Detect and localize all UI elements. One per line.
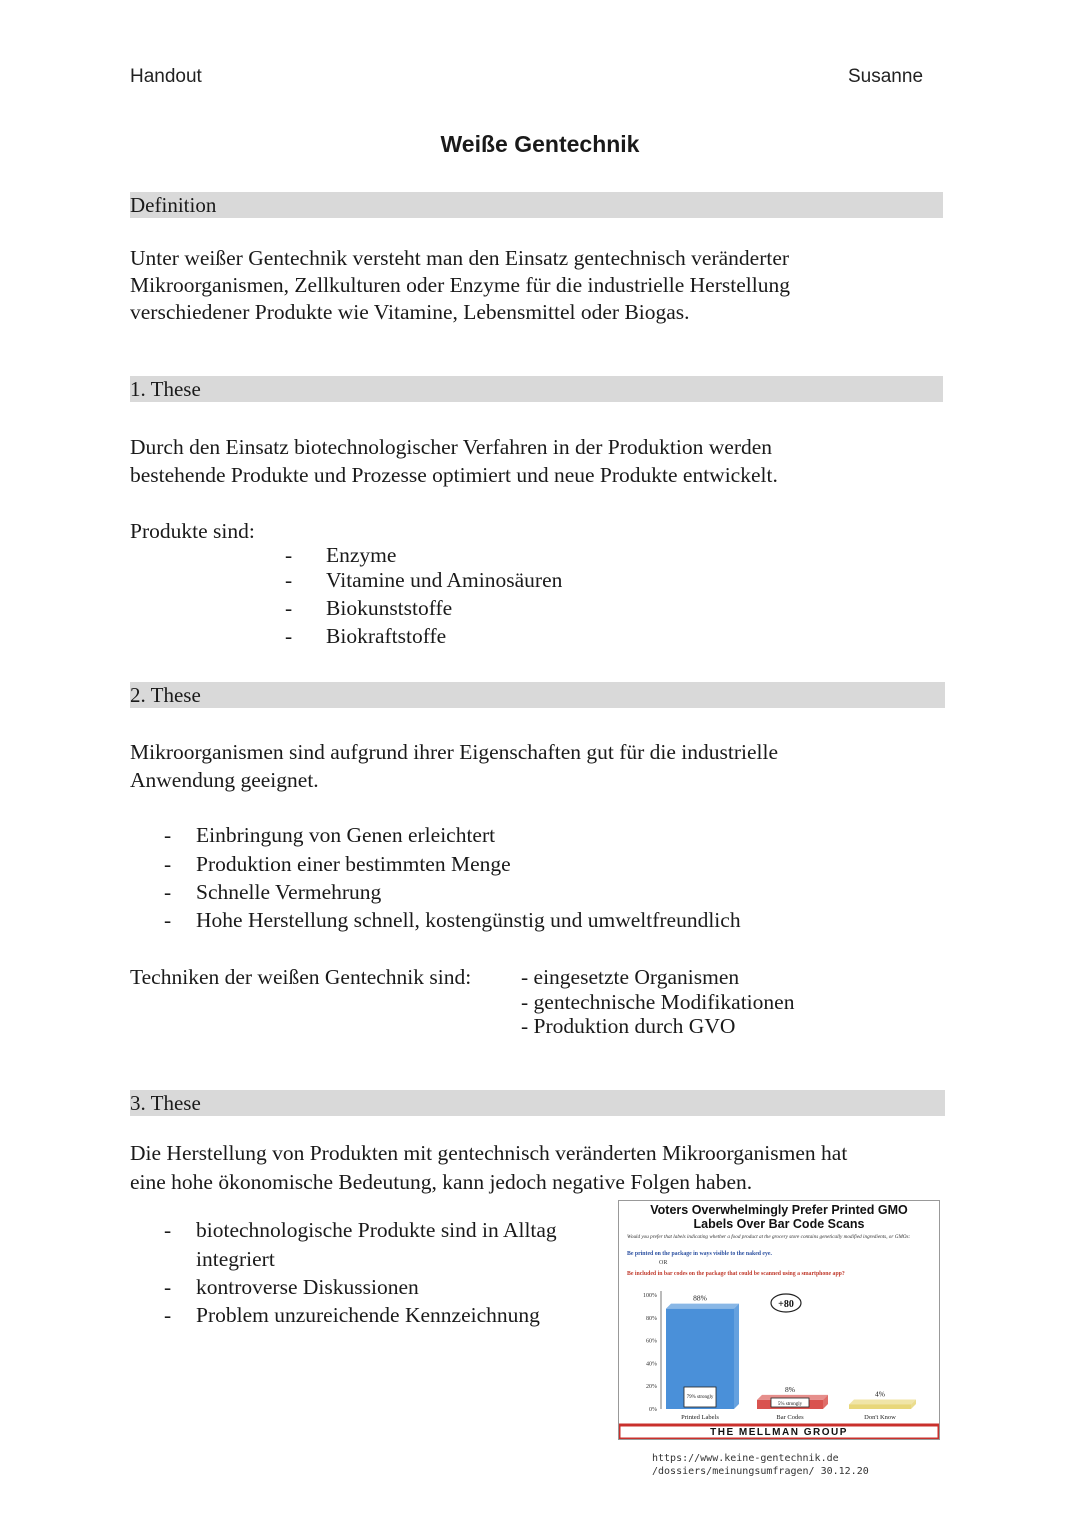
section-heading-these-2	[130, 682, 945, 708]
chart-title-line-2: Labels Over Bar Code Scans	[693, 1217, 865, 1231]
section-heading-definition	[130, 192, 943, 218]
these-2-text	[130, 738, 778, 794]
section-heading-label: 1. These	[130, 377, 201, 401]
section-heading-label: 2. These	[130, 683, 201, 707]
list-dash: -	[164, 1275, 172, 1299]
section-heading-these-3	[130, 1090, 945, 1116]
bar-top-face	[666, 1304, 739, 1309]
strongly-label: 5% strongly	[777, 1402, 803, 1407]
y-tick-label: 0%	[649, 1407, 657, 1413]
these-3-text	[130, 1139, 847, 1197]
list-item: Hohe Herstellung schnell, kostengünstig und umweltfreundlich	[196, 908, 741, 932]
chart-option-2: Be included in bar codes on the package that could be scanned using a smartphone app?	[627, 1271, 845, 1277]
list-dash: -	[164, 1218, 172, 1242]
list-dash: -	[164, 880, 172, 904]
list-item: Schnelle Vermehrung	[196, 880, 382, 904]
bar-side-face	[734, 1304, 739, 1409]
list-item: Problem unzureichende Kennzeichnung	[196, 1303, 540, 1327]
list-dash: -	[285, 568, 293, 592]
list-dash: -	[285, 543, 293, 567]
y-tick-label: 40%	[646, 1361, 657, 1368]
y-tick-label: 60%	[646, 1338, 657, 1345]
margin-badge	[771, 1294, 801, 1312]
poll-chart-figure	[618, 1200, 940, 1440]
section-heading-label: 3. These	[130, 1091, 201, 1115]
list-item: - gentechnische Modifikationen	[521, 990, 795, 1014]
section-heading-these-1	[130, 376, 943, 402]
page-title: Weiße Gentechnik	[440, 131, 640, 157]
source-line-2: /dossiers/meinungsumfragen/ 30.12.20	[652, 1466, 869, 1477]
strongly-label: 79% strongly	[686, 1395, 714, 1400]
list-dash: -	[285, 596, 293, 620]
list-item: Biokraftstoffe	[326, 624, 447, 648]
text-line: Mikroorganismen sind aufgrund ihrer Eigenschaften gut für die industrielle	[130, 740, 779, 764]
list-item: Enzyme	[326, 543, 397, 567]
bar-value-label: 8%	[785, 1384, 795, 1394]
y-tick-label: 80%	[646, 1315, 657, 1322]
list-item: Vitamine und Aminosäuren	[326, 568, 563, 592]
these-1-text	[130, 433, 778, 489]
list-dash: -	[164, 1303, 172, 1327]
chart-or: OR	[659, 1260, 668, 1266]
chart-footer-text: THE MELLMAN GROUP	[710, 1427, 848, 1438]
list-item: - eingesetzte Organismen	[521, 965, 740, 989]
list-dash: -	[164, 908, 172, 932]
source-citation	[652, 1452, 869, 1478]
text-line: Die Herstellung von Produkten mit gentechnisch veränderten Mikroorganismen hat	[130, 1141, 848, 1165]
bar-value-label: 4%	[875, 1389, 885, 1399]
x-category-label: Printed Labels	[681, 1414, 719, 1421]
poll-bar-chart	[619, 1201, 939, 1439]
text-line: eine hohe ökonomische Bedeutung, kann jedoch negative Folgen haben.	[130, 1170, 753, 1194]
text-line: Durch den Einsatz biotechnologischer Verfahren in der Produktion werden	[130, 435, 773, 459]
techniques-label: Techniken der weißen Gentechnik sind:	[130, 965, 472, 989]
x-category-label: Don't Know	[864, 1414, 896, 1421]
chart-question: Would you prefer that labels indicating whether a food product at the grocery store contains genetically modified ingredients, or GMOs:	[627, 1234, 911, 1240]
list-item-continuation: integriert	[196, 1247, 275, 1271]
text-line: verschiedener Produkte wie Vitamine, Lebensmittel oder Biogas.	[130, 300, 690, 324]
bar-top-face	[849, 1399, 916, 1404]
text-line: Anwendung geeignet.	[130, 768, 319, 792]
x-category-label: Bar Codes	[776, 1414, 804, 1421]
list-item: Einbringung von Genen erleichtert	[196, 823, 496, 847]
list-item: biotechnologische Produkte sind in Alltag	[196, 1218, 557, 1242]
header-left: Handout	[130, 66, 202, 87]
list-dash: -	[285, 624, 293, 648]
list-item: Produktion einer bestimmten Menge	[196, 852, 511, 876]
definition-text	[130, 245, 790, 326]
source-line-1: https://www.keine-gentechnik.de	[652, 1453, 839, 1464]
section-heading-label: Definition	[130, 193, 217, 217]
text-line: Unter weißer Gentechnik versteht man den Einsatz gentechnisch veränderter	[130, 246, 790, 270]
header-right: Susanne	[848, 66, 924, 87]
y-tick-label: 100%	[643, 1293, 657, 1299]
list-item: - Produktion durch GVO	[521, 1014, 736, 1038]
list-dash: -	[164, 852, 172, 876]
text-line: bestehende Produkte und Prozesse optimiert und neue Produkte entwickelt.	[130, 463, 778, 487]
list-dash: -	[164, 823, 172, 847]
y-tick-label: 20%	[646, 1384, 657, 1391]
list-item: Biokunststoffe	[326, 596, 453, 620]
list-item: kontroverse Diskussionen	[196, 1275, 419, 1299]
text-line: Mikroorganismen, Zellkulturen oder Enzyme für die industrielle Herstellung	[130, 273, 790, 297]
margin-badge-label: +80	[778, 1299, 794, 1310]
chart-title-line-1: Voters Overwhelmingly Prefer Printed GMO	[650, 1203, 908, 1217]
products-label: Produkte sind:	[130, 519, 255, 543]
bar	[849, 1404, 911, 1409]
chart-option-1: Be printed on the package in ways visible to the naked eye.	[627, 1251, 772, 1257]
bar-value-label: 88%	[693, 1293, 707, 1303]
